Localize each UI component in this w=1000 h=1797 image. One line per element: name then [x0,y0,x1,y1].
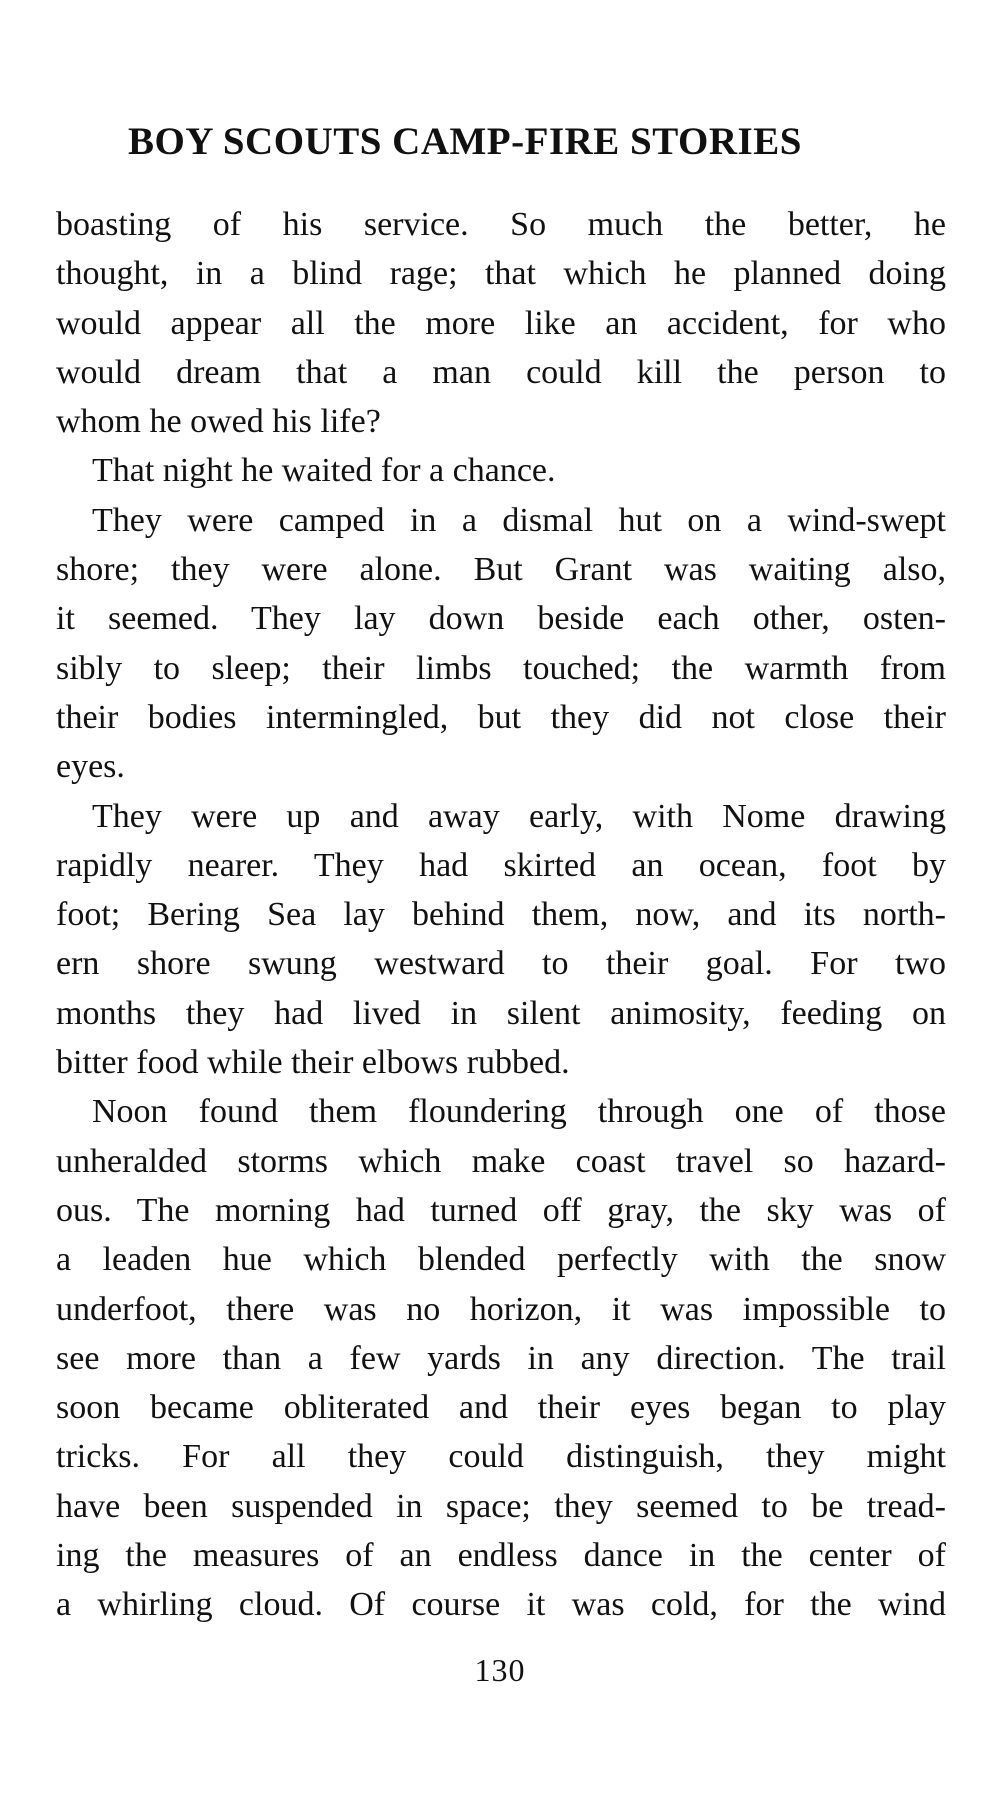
text-line: have been suspended in space; they seemed to be tread- [56,1487,946,1525]
text-line: ous. The morning had turned off gray, the sky was of [56,1191,946,1229]
text-line: soon became obliterated and their eyes began to play [56,1389,946,1427]
text-line: bitter food while their elbows rubbed. [56,1044,570,1082]
text-line: boasting of his service. So much the better, he [56,206,946,243]
text-line: whom he owed his life? [56,403,381,441]
text-line: That night he waited for a chance. [92,452,556,490]
text-line: eyes. [56,748,125,786]
text-line: foot; Bering Sea lay behind them, now, and its north- [56,896,946,934]
text-line: rapidly nearer. They had skirted an ocean, foot by [56,846,946,884]
running-head: BOY SCOUTS CAMP-FIRE STORIES [128,120,802,163]
text-line: a leaden hue which blended perfectly with the snow [56,1241,946,1279]
text-line: They were camped in a dismal hut on a wind-swept [92,501,946,539]
page-number: 130 [474,1652,526,1688]
text-line: would dream that a man could kill the person to [56,353,946,391]
text-line: would appear all the more like an accident, for who [56,304,946,342]
text-line: tricks. For all they could distinguish, they might [56,1438,946,1476]
text-line: Noon found them floundering through one of those [92,1093,946,1131]
text-line: see more than a few yards in any direction. The trail [56,1339,946,1377]
text-line: it seemed. They lay down beside each other, osten- [56,600,946,638]
text-line: ern shore swung westward to their goal. For two [56,945,946,983]
text-line: shore; they were alone. But Grant was waiting also, [56,551,946,589]
text-line: a whirling cloud. Of course it was cold, for the wind [56,1586,946,1624]
text-line: unheralded storms which make coast travel so hazard- [56,1142,946,1180]
text-line: months they had lived in silent animosity, feeding on [56,994,946,1032]
text-line: underfoot, there was no horizon, it was impossible to [56,1290,946,1328]
text-line: ing the measures of an endless dance in the center of [56,1537,946,1575]
text-line: sibly to sleep; their limbs touched; the warmth from [56,649,946,687]
text-line: their bodies intermingled, but they did not close their [56,698,946,736]
text-line: They were up and away early, with Nome drawing [92,797,946,835]
body-text [56,200,946,1630]
text-line: thought, in a blind rage; that which he planned doing [56,255,946,293]
